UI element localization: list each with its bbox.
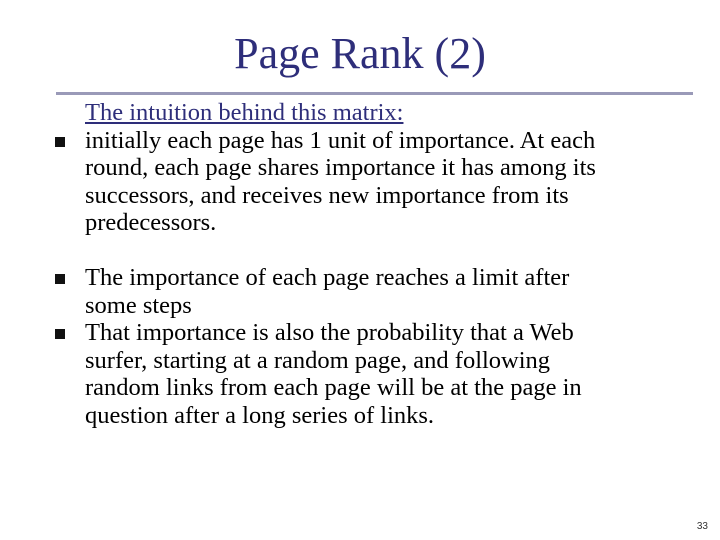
intro-link-text[interactable]: The intuition behind this matrix: [85, 99, 404, 126]
square-bullet-icon [55, 274, 65, 284]
square-bullet-icon [55, 329, 65, 339]
square-bullet-icon [55, 137, 65, 147]
bullet-text: That importance is also the probability that a Web surfer, starting at a random page, and following random links from each page will be at the page in question after a long series of links. [85, 319, 582, 429]
page-number: 33 [696, 521, 708, 532]
slide-title: Page Rank (2) [234, 29, 486, 78]
title-divider [56, 92, 693, 95]
bullet-text: initially each page has 1 unit of importance. At each round, each page shares importance it has among its successors, and receives new importance from its predecessors. [85, 126, 596, 236]
bullet-text: The importance of each page reaches a limit after some steps [85, 264, 570, 319]
